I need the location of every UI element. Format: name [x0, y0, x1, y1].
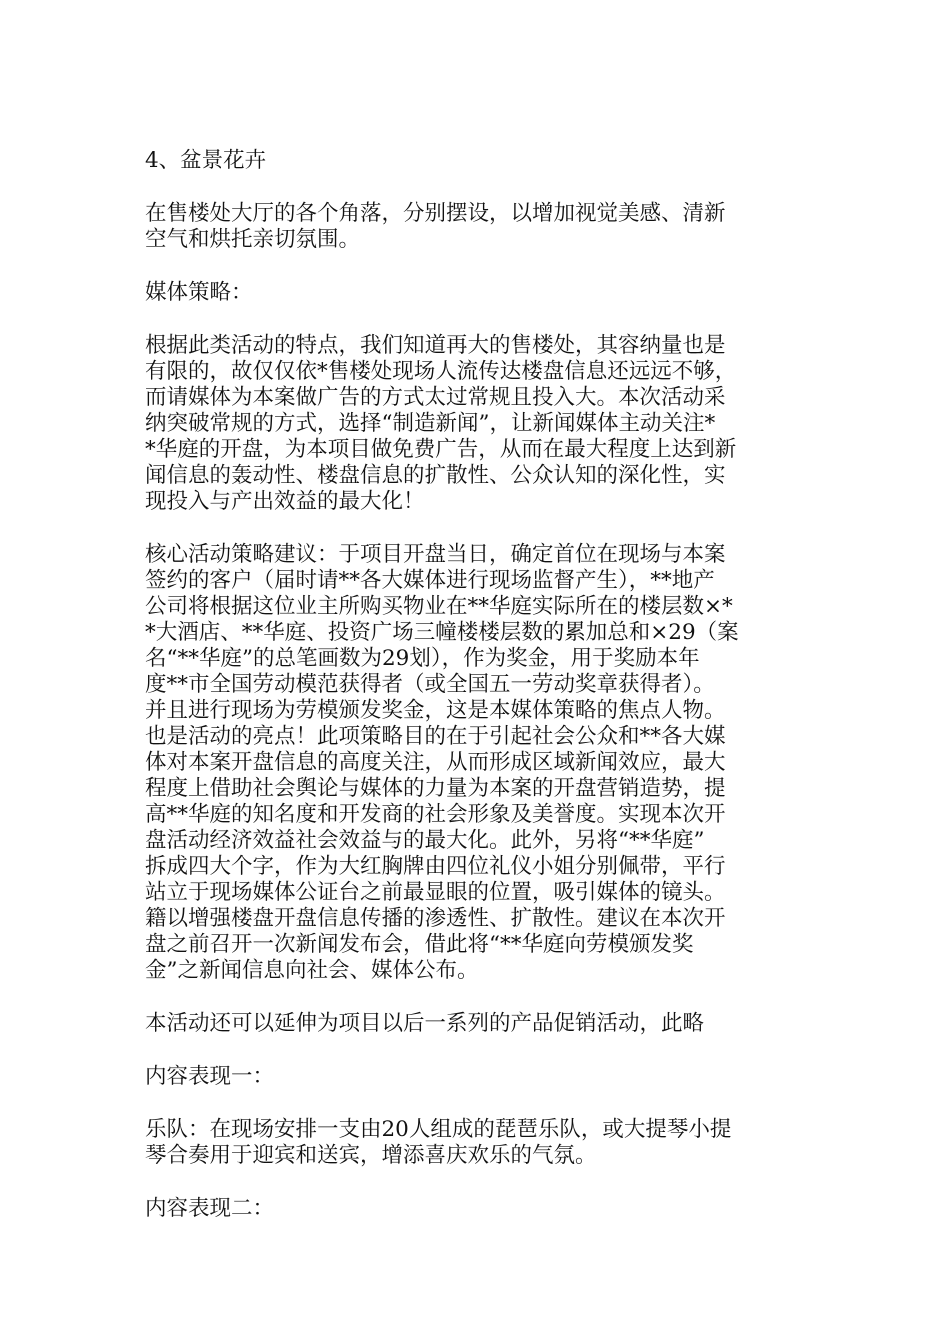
text-line: 4、盆景花卉 [145, 148, 267, 173]
core-strategy [145, 542, 811, 984]
text-line: 籍以增强楼盘开盘信息传播的渗透性、扩散性。建议在本次开 [145, 906, 726, 931]
text-line: 而请媒体为本案做广告的方式太过常规且投入大。本次活动采 [145, 385, 726, 410]
text-line: 签约的客户（届时请**各大媒体进行现场监督产生），**地产 [145, 568, 715, 593]
content-performance-1-heading [145, 1064, 811, 1090]
text-line: 高**华庭的知名度和开发商的社会形象及美誉度。实现本次开 [145, 802, 726, 827]
text-line: 并且进行现场为劳模颁发奖金，这是本媒体策略的焦点人物。 [145, 698, 726, 723]
text-line: 度**市全国劳动模范获得者（或全国五一劳动奖章获得者）。 [145, 672, 715, 697]
document-body [145, 148, 811, 1249]
text-line: 核心活动策略建议：于项目开盘当日，确定首位在现场与本案 [145, 542, 726, 567]
text-line: 纳突破常规的方式，选择“制造新闻”，让新闻媒体主动关注* [145, 411, 716, 436]
extension-note [145, 1011, 811, 1037]
media-strategy-body [145, 333, 811, 515]
text-line: 站立于现场媒体公证台之前最显眼的位置，吸引媒体的镜头。 [145, 880, 726, 905]
flowers-description [145, 201, 811, 253]
text-line: 本活动还可以延伸为项目以后一系列的产品促销活动，此略 [145, 1011, 705, 1036]
text-line: 有限的，故仅仅依*售楼处现场人流传达楼盘信息还远远不够， [145, 359, 737, 384]
text-line: 媒体策略： [145, 280, 253, 305]
text-line: 盘活动经济效益社会效益与的最大化。此外，另将“**华庭” [145, 828, 705, 853]
band-description [145, 1117, 811, 1169]
text-line: 程度上借助社会舆论与媒体的力量为本案的开盘营销造势，提 [145, 776, 726, 801]
text-line: 盘之前召开一次新闻发布会，借此将“**华庭向劳模颁发奖 [145, 932, 694, 957]
text-line: 公司将根据这位业主所购买物业在**华庭实际所在的楼层数×* [145, 594, 733, 619]
text-line: 琴合奏用于迎宾和送宾，增添喜庆欢乐的气氛。 [145, 1143, 597, 1168]
text-line: *华庭的开盘，为本项目做免费广告，从而在最大程度上达到新 [145, 437, 737, 462]
text-line: 内容表现二： [145, 1196, 275, 1221]
heading-4 [145, 148, 811, 174]
content-performance-2-heading [145, 1196, 811, 1222]
text-line: *大酒店、**华庭、投资广场三幢楼楼层数的累加总和×29（案 [145, 620, 739, 645]
text-line: 空气和烘托亲切氛围。 [145, 227, 361, 252]
text-line: 拆成四大个字，作为大红胸牌由四位礼仪小姐分别佩带，平行 [145, 854, 726, 879]
text-line: 在售楼处大厅的各个角落，分别摆设，以增加视觉美感、清新 [145, 201, 726, 226]
text-line: 闻信息的轰动性、楼盘信息的扩散性、公众认知的深化性，实 [145, 463, 726, 488]
text-line: 根据此类活动的特点，我们知道再大的售楼处，其容纳量也是 [145, 333, 726, 358]
text-line: 体对本案开盘信息的高度关注，从而形成区域新闻效应，最大 [145, 750, 726, 775]
text-line: 乐队：在现场安排一支由20人组成的琵琶乐队，或大提琴小提 [145, 1117, 732, 1142]
media-strategy-heading [145, 280, 811, 306]
text-line: 现投入与产出效益的最大化！ [145, 489, 425, 514]
text-line: 也是活动的亮点！此项策略目的在于引起社会公众和**各大媒 [145, 724, 726, 749]
text-line: 名“**华庭”的总笔画数为29划），作为奖金，用于奖励本年 [145, 646, 700, 671]
text-line: 内容表现一： [145, 1064, 275, 1089]
text-line: 金”之新闻信息向社会、媒体公布。 [145, 958, 479, 983]
